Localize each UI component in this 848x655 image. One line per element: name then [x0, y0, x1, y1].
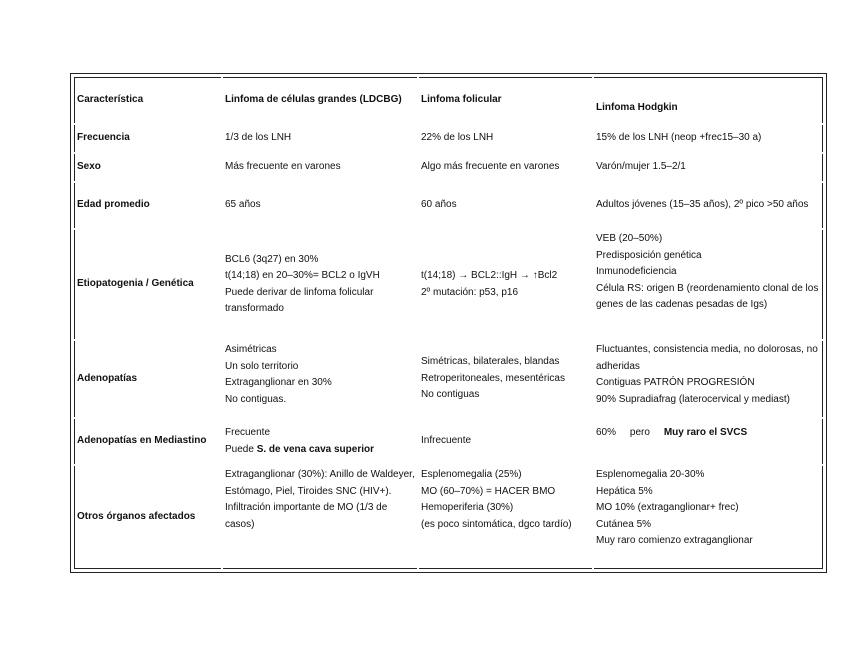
- cell-folicular: [418, 340, 593, 418]
- cell-line: (es poco sintomática, dgco tardío): [421, 518, 572, 530]
- cell-folicular: [418, 229, 593, 340]
- cell-line: Retroperitoneales, mesentéricas: [421, 372, 565, 384]
- row-adenopatias: [74, 340, 823, 418]
- comparison-table: [73, 76, 824, 570]
- cell-ldcbg: [222, 124, 418, 153]
- row-etiopatogenia: [74, 229, 823, 340]
- cell-hodgkin: [593, 418, 823, 465]
- cell-line: VEB (20–50%): [596, 233, 663, 244]
- row-mediastino: [74, 418, 823, 465]
- cell-line: Esplenomegalia (25%): [421, 469, 522, 480]
- cell-hodgkin: [593, 153, 823, 182]
- header-folicular: Linfoma folicular: [418, 77, 593, 124]
- cell-ldcbg: [222, 229, 418, 340]
- cell-line: Muy raro comienzo extraganglionar: [596, 535, 753, 546]
- cell-folicular: [418, 182, 593, 229]
- cell-line: Asimétricas: [225, 344, 277, 355]
- cell-folicular: Infrecuente: [418, 418, 593, 465]
- row-label: Sexo: [74, 153, 222, 182]
- cell-line: t(14;18) → BCL2::IgH → ↑Bcl2: [421, 270, 558, 281]
- cell-line: Contiguas PATRÓN PROGRESIÓN: [596, 377, 755, 388]
- cell-line: Extraganglionar en 30%: [225, 377, 332, 388]
- cell-line: Cutánea 5%: [596, 518, 652, 530]
- cell-line: 22% de los LNH: [421, 132, 494, 144]
- cell-line: No contiguas: [421, 389, 480, 401]
- cell-line: Inmunodeficiencia: [596, 266, 677, 277]
- cell-hodgkin: [593, 340, 823, 418]
- row-label: Frecuencia: [74, 124, 222, 153]
- cell-line: 1/3 de los LNH: [225, 132, 292, 144]
- cell-line: Extraganglionar (30%): Anillo de Waldeyer, Estómago, Piel, Tiroides SNC (HIV+).: [225, 469, 415, 497]
- cell-line: Simétricas, bilaterales, blandas: [421, 356, 560, 368]
- row-frecuencia: [74, 124, 823, 153]
- cell-line: 60 años: [421, 199, 457, 211]
- cell-hodgkin: [593, 465, 823, 569]
- cell-line: Esplenomegalia 20-30%: [596, 469, 705, 480]
- row-label: Edad promedio: [74, 182, 222, 229]
- cell-line: 90% Supradiafrag (laterocervical y mediast): [596, 393, 790, 405]
- cell-line: Predisposición genética: [596, 249, 702, 261]
- cell-line: 65 años: [225, 199, 261, 211]
- cell-line: MO (60–70%) = HACER BMO: [421, 485, 556, 497]
- cell-line: No contiguas.: [225, 393, 287, 405]
- cell-folicular: [418, 124, 593, 153]
- cell-ldcbg: [222, 153, 418, 182]
- cell-line: BCL6 (3q27) en 30%: [225, 253, 319, 265]
- cell-line: Varón/mujer 1.5–2/1: [596, 161, 686, 173]
- row-sexo: [74, 153, 823, 182]
- row-label: Adenopatías: [74, 340, 222, 418]
- cell-line: 60% pero Muy raro el SVCS: [596, 427, 748, 438]
- cell-line: Puede S. de vena cava superior: [225, 443, 374, 455]
- cell-line: Un solo territorio: [225, 360, 299, 372]
- header-ldcbg: Linfoma de células grandes (LDCBG): [222, 77, 418, 124]
- cell-line: Hemoperiferia (30%): [421, 502, 514, 513]
- row-label: Otros órganos afectados: [74, 465, 222, 569]
- header-hodgkin: Linfoma Hodgkin: [593, 77, 823, 124]
- cell-line: Célula RS: origen B (reordenamiento clonal de los genes de las cadenas pesadas de Igs): [596, 282, 819, 310]
- cell-line: Más frecuente en varones: [225, 161, 341, 173]
- cell-hodgkin: [593, 229, 823, 340]
- row-label: Adenopatías en Mediastino: [74, 418, 222, 465]
- cell-line: Fluctuantes, consistencia media, no dolorosas, no adheridas: [596, 344, 818, 372]
- cell-ldcbg: Frecuente Puede S. de vena cava superior: [222, 418, 418, 465]
- row-otros-organos: [74, 465, 823, 569]
- cell-line: 2º mutación: p53, p16: [421, 286, 519, 298]
- cell-hodgkin: [593, 124, 823, 153]
- cell-line: Puede derivar de linfoma folicular transformado: [225, 286, 374, 314]
- cell-line: Hepática 5%: [596, 485, 653, 497]
- row-edad: [74, 182, 823, 229]
- cell-ldcbg: [222, 465, 418, 569]
- cell-ldcbg: [222, 340, 418, 418]
- cell-line: MO 10% (extraganglionar+ frec): [596, 502, 739, 513]
- cell-hodgkin: [593, 182, 823, 229]
- cell-line: 15% de los LNH (neop +frec15–30 a): [596, 132, 762, 144]
- row-label: Etiopatogenia / Genética: [74, 229, 222, 340]
- cell-folicular: [418, 465, 593, 569]
- header-row: [74, 77, 823, 124]
- header-caracteristica: Característica: [74, 77, 222, 124]
- cell-line: Algo más frecuente en varones: [421, 161, 560, 173]
- cell-line: t(14;18) en 20–30%= BCL2 o IgVH: [225, 270, 380, 281]
- cell-line: Infiltración importante de MO (1/3 de casos): [225, 502, 388, 530]
- cell-line: Adultos jóvenes (15–35 años), 2º pico >50 años: [596, 199, 809, 211]
- cell-ldcbg: [222, 182, 418, 229]
- cell-folicular: [418, 153, 593, 182]
